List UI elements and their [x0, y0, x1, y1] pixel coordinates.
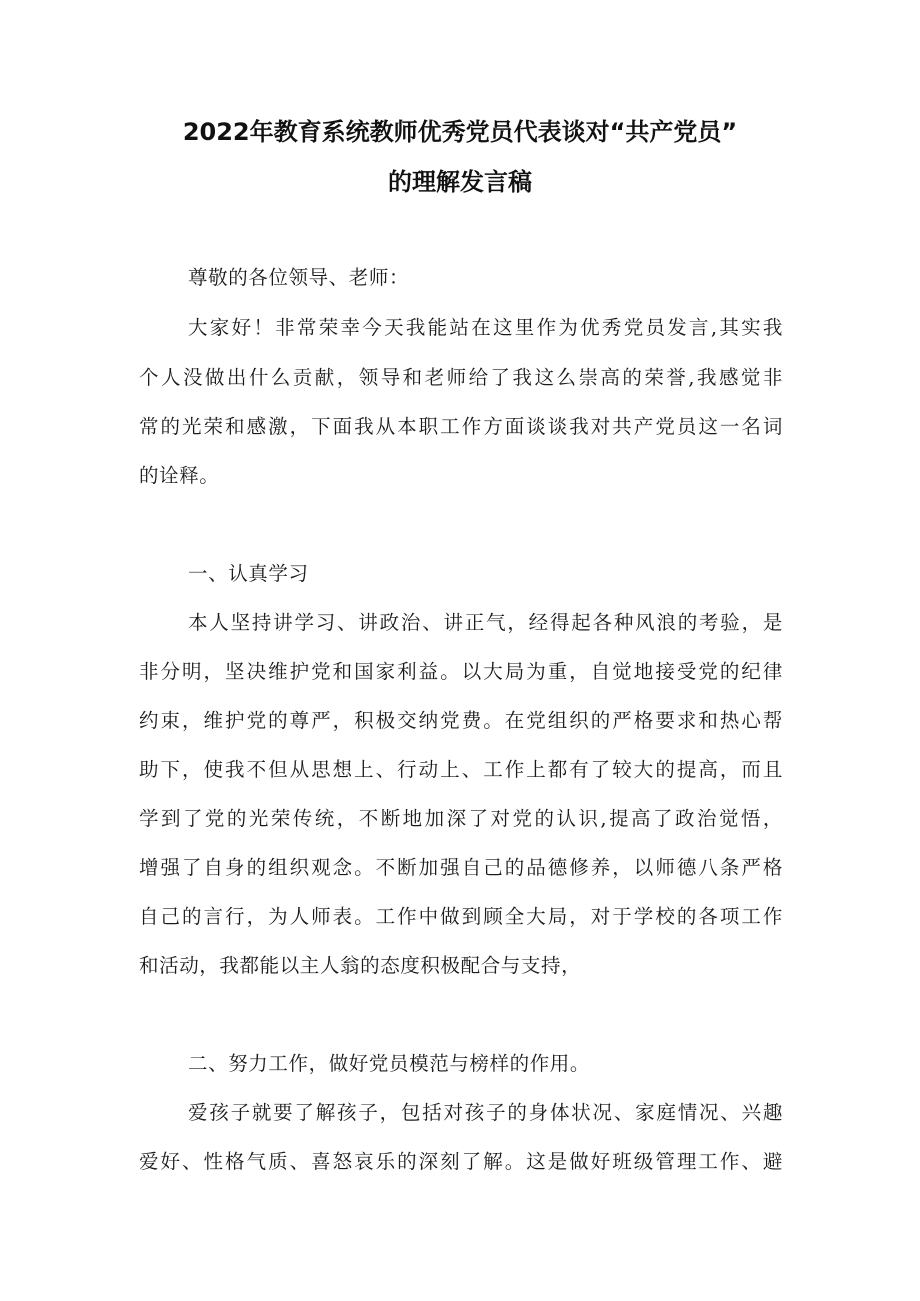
section-1-line: 增强了自身的组织观念。不断加强自己的品德修养，以师德八条严格 — [139, 856, 783, 879]
section-1-line: 本人坚持讲学习、讲政治、讲正气，经得起各种风浪的考验，是 — [188, 611, 783, 634]
section-1-line: 约束，维护党的尊严，积极交纳党费。在党组织的严格要求和热心帮 — [139, 709, 783, 732]
section-1-heading: 一、认真学习 — [188, 562, 309, 585]
intro-line: 大家好！非常荣幸今天我能站在这里作为优秀党员发言,其实我 — [188, 316, 783, 339]
section-1-line: 自己的言行，为人师表。工作中做到顾全大局，对于学校的各项工作 — [139, 905, 783, 928]
greeting: 尊敬的各位领导、老师： — [188, 266, 410, 289]
document-title-line-1: 2022年教育系统教师优秀党员代表谈对“共产党员” — [182, 118, 738, 146]
intro-line: 的诠释。 — [139, 464, 220, 487]
section-2-line: 爱好、性格气质、喜怒哀乐的深刻了解。这是做好班级管理工作、避 — [139, 1150, 783, 1173]
section-1-line: 和活动，我都能以主人翁的态度积极配合与支持， — [139, 954, 582, 977]
section-1-line: 学到了党的光荣传统，不断地加深了对党的认识,提高了政治觉悟， — [139, 807, 783, 830]
document-title-line-2: 的理解发言稿 — [388, 168, 532, 196]
section-1-line: 非分明，坚决维护党和国家利益。以大局为重，自觉地接受党的纪律 — [139, 660, 783, 683]
section-2-line: 爱孩子就要了解孩子，包括对孩子的身体状况、家庭情况、兴趣 — [188, 1101, 783, 1124]
section-1-line: 助下，使我不但从思想上、行动上、工作上都有了较大的提高，而且 — [139, 758, 783, 781]
intro-line: 常的光荣和感激，下面我从本职工作方面谈谈我对共产党员这一名词 — [139, 415, 783, 438]
intro-line: 个人没做出什么贡献，领导和老师给了我这么崇高的荣誉,我感觉非 — [139, 366, 783, 389]
section-2-heading: 二、努力工作，做好党员模范与榜样的作用。 — [188, 1052, 591, 1075]
